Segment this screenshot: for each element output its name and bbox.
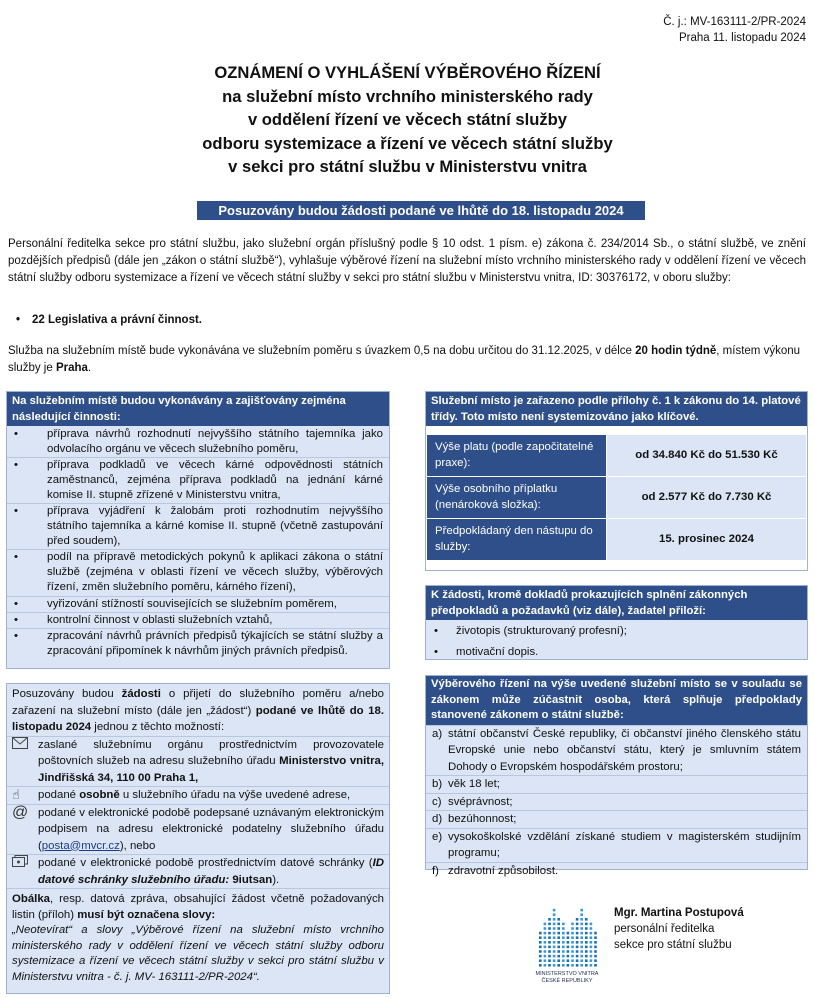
logo-dot <box>594 959 597 962</box>
logo-dot <box>553 913 556 916</box>
logo-dot <box>544 927 547 930</box>
office-address: Ministerstvo vnitra, Jindřišská 34, 110 00 Praha 1, <box>38 755 384 784</box>
envelope-note <box>7 888 389 985</box>
list-item: • motivační dopis. <box>426 642 807 663</box>
databox-icon <box>12 855 38 888</box>
list-item: • vyřizování stížností souvisejících se služebním poměrem, <box>7 597 389 613</box>
logo-dot <box>548 950 551 953</box>
item-letter: b) <box>432 778 443 790</box>
logo-dot <box>571 923 574 926</box>
logo-dot <box>553 964 556 967</box>
logo-dot <box>594 941 597 944</box>
logo-dot <box>562 964 565 967</box>
logo-dot <box>539 950 542 953</box>
logo-dot <box>539 946 542 949</box>
list-item <box>426 810 807 828</box>
list-item: • příprava podkladů ve věcech kárné odpovědnosti státních zaměstnanců, zejména příprava podkladů na jednání kárné komise II. stupně zřízené v Ministerstvu vnitra, <box>7 458 389 504</box>
logo-dot <box>548 918 551 921</box>
logo-dot <box>557 927 560 930</box>
email-link[interactable]: posta@mvcr.cz <box>41 839 120 852</box>
envelope-label-text: „Neotevírat“ a slovy „Výběrové řízení na služební místo vrchního ministerského rady v oddělení řízení ve věcech státní služby odboru systemizace a řízení ve věcech státní služby v sekci pro státní službu v Ministerstvu vnitra - č. j. MV- 163111-2/PR-2024“. <box>12 924 384 983</box>
item-letter: f) <box>432 864 439 877</box>
submission-email-text <box>38 805 384 855</box>
logo-dot <box>580 909 583 912</box>
logo-dot <box>557 964 560 967</box>
logo-dot <box>590 923 593 926</box>
submission-box <box>6 683 390 994</box>
logo-dot <box>580 923 583 926</box>
list-item <box>426 862 807 880</box>
logo-dot <box>585 959 588 962</box>
submission-text: ). <box>272 873 280 886</box>
logo-dot <box>553 946 556 949</box>
logo-dot <box>544 946 547 949</box>
list-item <box>426 793 807 811</box>
logo-dot <box>562 923 565 926</box>
logo-dot <box>548 936 551 939</box>
logo-dot <box>567 959 570 962</box>
reference-number: Č. j.: MV-163111-2/PR-2024 <box>663 16 806 28</box>
logo-dot <box>567 955 570 958</box>
submission-text: osobně <box>79 789 120 801</box>
logo-dot <box>590 955 593 958</box>
submission-text: podané <box>38 789 80 801</box>
logo-dot <box>576 923 579 926</box>
logo-dot <box>585 918 588 921</box>
logo-dot <box>562 946 565 949</box>
logo-dot <box>557 918 560 921</box>
item-text: bezúhonnost; <box>448 813 517 825</box>
item-text: zdravotní způsobilost. <box>448 864 559 877</box>
logo-dot <box>590 946 593 949</box>
logo-dot <box>557 946 560 949</box>
logo-dot <box>576 932 579 935</box>
logo-dot <box>594 932 597 935</box>
attachments-list <box>426 620 807 663</box>
signature-block <box>614 905 744 953</box>
service-text: , místem výkonu služby je <box>8 345 801 374</box>
list-item: • podíl na přípravě metodických pokynů k aplikaci zákona o státní službě (zejména v oblasti řízení ve věcech služby, výběrových řízení, změn služebního poměru, kárného řízení), <box>7 550 389 596</box>
title-line: na služební místo vrchního ministerského rady <box>222 86 593 106</box>
logo-dot <box>590 941 593 944</box>
signatory-name: Mgr. Martina Postupová <box>614 907 744 919</box>
submission-mail-text <box>38 737 384 787</box>
logo-dot <box>553 950 556 953</box>
title-line: odboru systemizace a řízení ve věcech státní služby <box>202 133 613 153</box>
submission-text: Posuzovány budou <box>12 688 122 700</box>
start-date-value: 15. prosinec 2024 <box>607 519 807 561</box>
logo-dot <box>562 941 565 944</box>
salary-heading-text: Služební místo je zařazeno podle přílohy č. 1 k zákonu do <box>431 395 743 407</box>
activities-heading: Na služebním místě budou vykonávány a zajišťovány zejména následující činnosti: <box>7 392 389 426</box>
start-date-label: Předpokládaný den nástupu do služby: <box>427 519 607 561</box>
salary-table <box>426 434 807 561</box>
submission-text: musí být označena slovy: <box>77 908 216 921</box>
logo-dot <box>567 936 570 939</box>
logo-dot <box>580 964 583 967</box>
salary-label: Výše platu (podle započitatelné praxe): <box>427 435 607 477</box>
logo-dot <box>567 941 570 944</box>
salary-heading <box>426 392 807 426</box>
submission-text: ), nebo <box>119 839 156 852</box>
attachments-box <box>425 585 808 660</box>
logo-dot <box>594 946 597 949</box>
logo-dot <box>585 936 588 939</box>
logo-dot <box>590 936 593 939</box>
logo-dot <box>557 923 560 926</box>
submission-text: podané v elektronické podobě podepsané uznávaným elektronickým podpisem na adresu elektronické podatelny služebního úřadu ( <box>38 806 384 852</box>
logo-dot <box>590 950 593 953</box>
submission-text: u služebního úřadu na výše uvedené adrese, <box>119 789 351 801</box>
logo-dot <box>576 941 579 944</box>
logo-dot <box>544 923 547 926</box>
logo-dot <box>553 918 556 921</box>
logo-dot <box>553 941 556 944</box>
logo-dot <box>553 936 556 939</box>
logo-dot <box>580 955 583 958</box>
service-paragraph <box>8 343 806 377</box>
logo-dot <box>539 936 542 939</box>
submission-text: zaslané služebnímu orgánu prostřednictvím provozovatele poštovních služeb na adresu služebního úřadu <box>38 738 384 767</box>
logo-dot <box>580 936 583 939</box>
logo-dot <box>594 950 597 953</box>
logo-dot <box>553 932 556 935</box>
logo-dot <box>544 950 547 953</box>
submission-heading <box>7 684 389 736</box>
logo-dot <box>557 955 560 958</box>
logo-dot <box>562 950 565 953</box>
title-line: v sekci pro státní službu v Ministerstvu vnitra <box>228 157 587 176</box>
logo-dot <box>576 918 579 921</box>
activities-box <box>6 391 390 669</box>
signatory-role: personální ředitelka <box>614 923 715 935</box>
logo-dot <box>567 950 570 953</box>
logo-dot <box>585 946 588 949</box>
logo-dot <box>544 959 547 962</box>
title-line: v oddělení řízení ve věcech státní služby <box>247 110 568 129</box>
salary-box <box>425 391 808 571</box>
item-text: státní občanství České republiky, či občanství jiného členského státu Evropské unie nebo občanství státu, který je smluvním státem Dohody o Evropském hospodářském prostoru; <box>448 727 801 773</box>
document-date: Praha 11. listopadu 2024 <box>678 31 806 44</box>
submission-text: Obálka <box>12 893 50 905</box>
databox-label: ID datové schránky služebního úřadu: <box>38 857 384 886</box>
ministry-logo <box>533 902 603 972</box>
service-place: Praha <box>55 362 88 374</box>
submission-email <box>7 804 389 855</box>
logo-dot <box>553 923 556 926</box>
salary-value: od 34.840 Kč do 51.530 Kč <box>607 435 807 477</box>
logo-dot <box>544 964 547 967</box>
logo-dot <box>548 955 551 958</box>
logo-dot <box>557 941 560 944</box>
submission-text: žádosti <box>121 688 161 700</box>
table-row <box>427 477 807 519</box>
logo-dot <box>562 932 565 935</box>
logo-dot <box>539 959 542 962</box>
logo-dot <box>585 950 588 953</box>
logo-dot <box>548 932 551 935</box>
logo-dot <box>594 955 597 958</box>
logo-dot <box>562 936 565 939</box>
logo-dot <box>553 959 556 962</box>
deadline-banner: Posuzovány budou žádosti podané ve lhůtě do 18. listopadu 2024 <box>197 201 645 220</box>
logo-caption-line: ČESKÉ REPUBLIKY <box>541 977 593 984</box>
logo-dot <box>557 936 560 939</box>
logo-dot <box>590 927 593 930</box>
logo-dot <box>594 964 597 967</box>
submission-text: jednou z těchto možností: <box>91 721 225 733</box>
submission-personal <box>7 786 389 804</box>
logo-dot <box>571 941 574 944</box>
activities-list <box>7 426 389 659</box>
logo-dot <box>585 941 588 944</box>
logo-dot <box>553 909 556 912</box>
reference-block <box>663 15 806 46</box>
table-row <box>427 435 807 477</box>
service-text: Služba na služebním místě bude vykonávána ve služebním poměru s úvazkem 0,5 na dobu určitou do 31.12.2025, v délce <box>8 345 636 357</box>
logo-dot <box>590 959 593 962</box>
logo-dot <box>567 946 570 949</box>
logo-dot <box>571 946 574 949</box>
logo-dot <box>585 932 588 935</box>
logo-dot <box>580 959 583 962</box>
submission-personal-text <box>38 787 350 804</box>
logo-dot <box>553 955 556 958</box>
list-item: • příprava vyjádření k žalobám proti rozhodnutím nejvyššího státního tajemníka a kárné komise II. stupně (včetně zastupování před soudem), <box>7 504 389 550</box>
logo-dot <box>562 959 565 962</box>
logo-dot <box>544 955 547 958</box>
list-item: • kontrolní činnost v oblasti služebních vztahů, <box>7 613 389 629</box>
logo-dot <box>576 927 579 930</box>
item-text: svéprávnost; <box>448 795 513 808</box>
logo-dot <box>580 950 583 953</box>
logo-dot <box>548 927 551 930</box>
logo-dot <box>539 955 542 958</box>
item-letter: c) <box>432 795 442 808</box>
logo-dot <box>553 927 556 930</box>
requirements-box <box>425 675 808 877</box>
logo-dot <box>544 941 547 944</box>
list-item <box>426 828 807 862</box>
logo-dot <box>580 946 583 949</box>
item-text: věk 18 let; <box>448 778 500 790</box>
submission-databox-text <box>38 855 384 888</box>
logo-dot <box>548 941 551 944</box>
logo-dot <box>544 932 547 935</box>
at-icon: @ <box>12 803 29 821</box>
logo-dot <box>539 932 542 935</box>
logo-dot <box>585 955 588 958</box>
logo-dot <box>562 927 565 930</box>
logo-dot <box>590 964 593 967</box>
service-field: • 22 Legislativa a právní činnost. <box>32 313 202 328</box>
logo-dot <box>585 923 588 926</box>
databox-id: 9iutsan <box>232 873 273 886</box>
item-letter: e) <box>432 830 443 843</box>
logo-dot <box>539 941 542 944</box>
envelope-icon <box>12 737 38 787</box>
submission-databox <box>7 854 389 888</box>
list-item <box>426 725 807 776</box>
logo-dot <box>594 936 597 939</box>
logo-dot <box>557 950 560 953</box>
item-letter: d) <box>432 813 443 825</box>
logo-dot <box>580 932 583 935</box>
logo-dot <box>562 955 565 958</box>
logo-dot <box>576 959 579 962</box>
title-line: OZNÁMENÍ O VYHLÁŠENÍ VÝBĚROVÉHO ŘÍZENÍ <box>214 63 601 82</box>
logo-dot <box>548 923 551 926</box>
document-title <box>0 61 815 179</box>
logo-caption-line: MINISTERSTVO VNITRA <box>535 971 599 977</box>
hand-icon: ☝ <box>12 787 20 802</box>
service-hours: 20 hodin týdně <box>635 345 717 357</box>
submission-deadline: podané ve lhůtě do 18. listopadu 2024 <box>12 704 384 733</box>
item-text: vysokoškolské vzdělání získané studiem v magisterském studijním programu; <box>448 830 801 859</box>
item-letter: a) <box>432 727 443 740</box>
logo-dot <box>571 950 574 953</box>
logo-dot <box>585 927 588 930</box>
list-item: • životopis (strukturovaný profesní); <box>426 621 807 642</box>
logo-dot <box>576 950 579 953</box>
logo-dot <box>576 946 579 949</box>
logo-dot <box>557 959 560 962</box>
logo-dot <box>580 918 583 921</box>
logo-dot <box>539 964 542 967</box>
logo-dot <box>567 964 570 967</box>
logo-dot <box>585 964 588 967</box>
logo-dot <box>544 936 547 939</box>
logo-dot <box>576 936 579 939</box>
signatory-unit: sekce pro státní službu <box>614 939 732 951</box>
requirements-heading: Výběrového řízení na výše uvedené služební místo se v souladu se zákonem může zúčastnit osoba, která splňuje předpoklady stanovené zákonem o státní službě: <box>426 676 807 725</box>
table-row <box>427 519 807 561</box>
logo-caption <box>522 971 612 984</box>
logo-dot <box>567 932 570 935</box>
logo-dot <box>580 941 583 944</box>
submission-text: o přijetí do služebního poměru a/nebo zařazení na služební místo (dále jen „žádost“) <box>12 688 385 717</box>
submission-mail <box>7 736 389 787</box>
salary-heading-text: . Toto místo není systemizováno jako klíčové. <box>454 411 699 423</box>
logo-dot <box>580 913 583 916</box>
logo-dot <box>571 959 574 962</box>
logo-dot <box>548 964 551 967</box>
logo-dot <box>571 955 574 958</box>
logo-dot <box>571 927 574 930</box>
logo-dot <box>548 959 551 962</box>
submission-text: , resp. datová zpráva, obsahující žádost včetně požadovaných listin (příloh) <box>12 893 384 921</box>
list-item <box>426 775 807 793</box>
bonus-value: od 2.577 Kč do 7.730 Kč <box>607 477 807 519</box>
intro-paragraph: Personální ředitelka sekce pro státní službu, jako služební orgán příslušný podle § 10 odst. 1 písm. e) zákona č. 234/2014 Sb., o státní službě, ve znění pozdějších předpisů (dále jen „zákon o státní službě“), vyhlašuje výběrové řízení na služební místo vrchního ministerského rady v oddělení řízení ve věcech státní služby odboru systemizace a řízení ve věcech státní služby v sekci pro státní službu v Ministerstvu vnitra, ID: 30376172, v oboru služby: <box>8 238 806 284</box>
logo-dot <box>576 955 579 958</box>
list-item: • zpracování návrhů právních předpisů týkajících se státní služby a zpracování připomínek k návrhům jiných právních předpisů. <box>7 629 389 659</box>
logo-dot <box>580 927 583 930</box>
logo-dot <box>548 946 551 949</box>
logo-dot <box>571 936 574 939</box>
logo-dot <box>571 932 574 935</box>
logo-dot <box>590 932 593 935</box>
bonus-label: Výše osobního příplatku (nenároková složka): <box>427 477 607 519</box>
logo-dot <box>576 964 579 967</box>
service-text: . <box>87 362 92 374</box>
attachments-heading: K žádosti, kromě dokladů prokazujících splnění zákonných předpokladů a požadavků (viz dále), žadatel přiloží: <box>426 586 807 620</box>
submission-text: podané v elektronické podobě prostřednictvím datové schránky ( <box>38 857 373 869</box>
salary-class: 14. platové třídy <box>431 395 801 423</box>
logo-dot <box>557 932 560 935</box>
list-item: • příprava návrhů rozhodnutí nejvyššího státního tajemníka jako odvolacího orgánu ve věcech služebního poměru, <box>7 427 389 458</box>
logo-dot <box>571 964 574 967</box>
